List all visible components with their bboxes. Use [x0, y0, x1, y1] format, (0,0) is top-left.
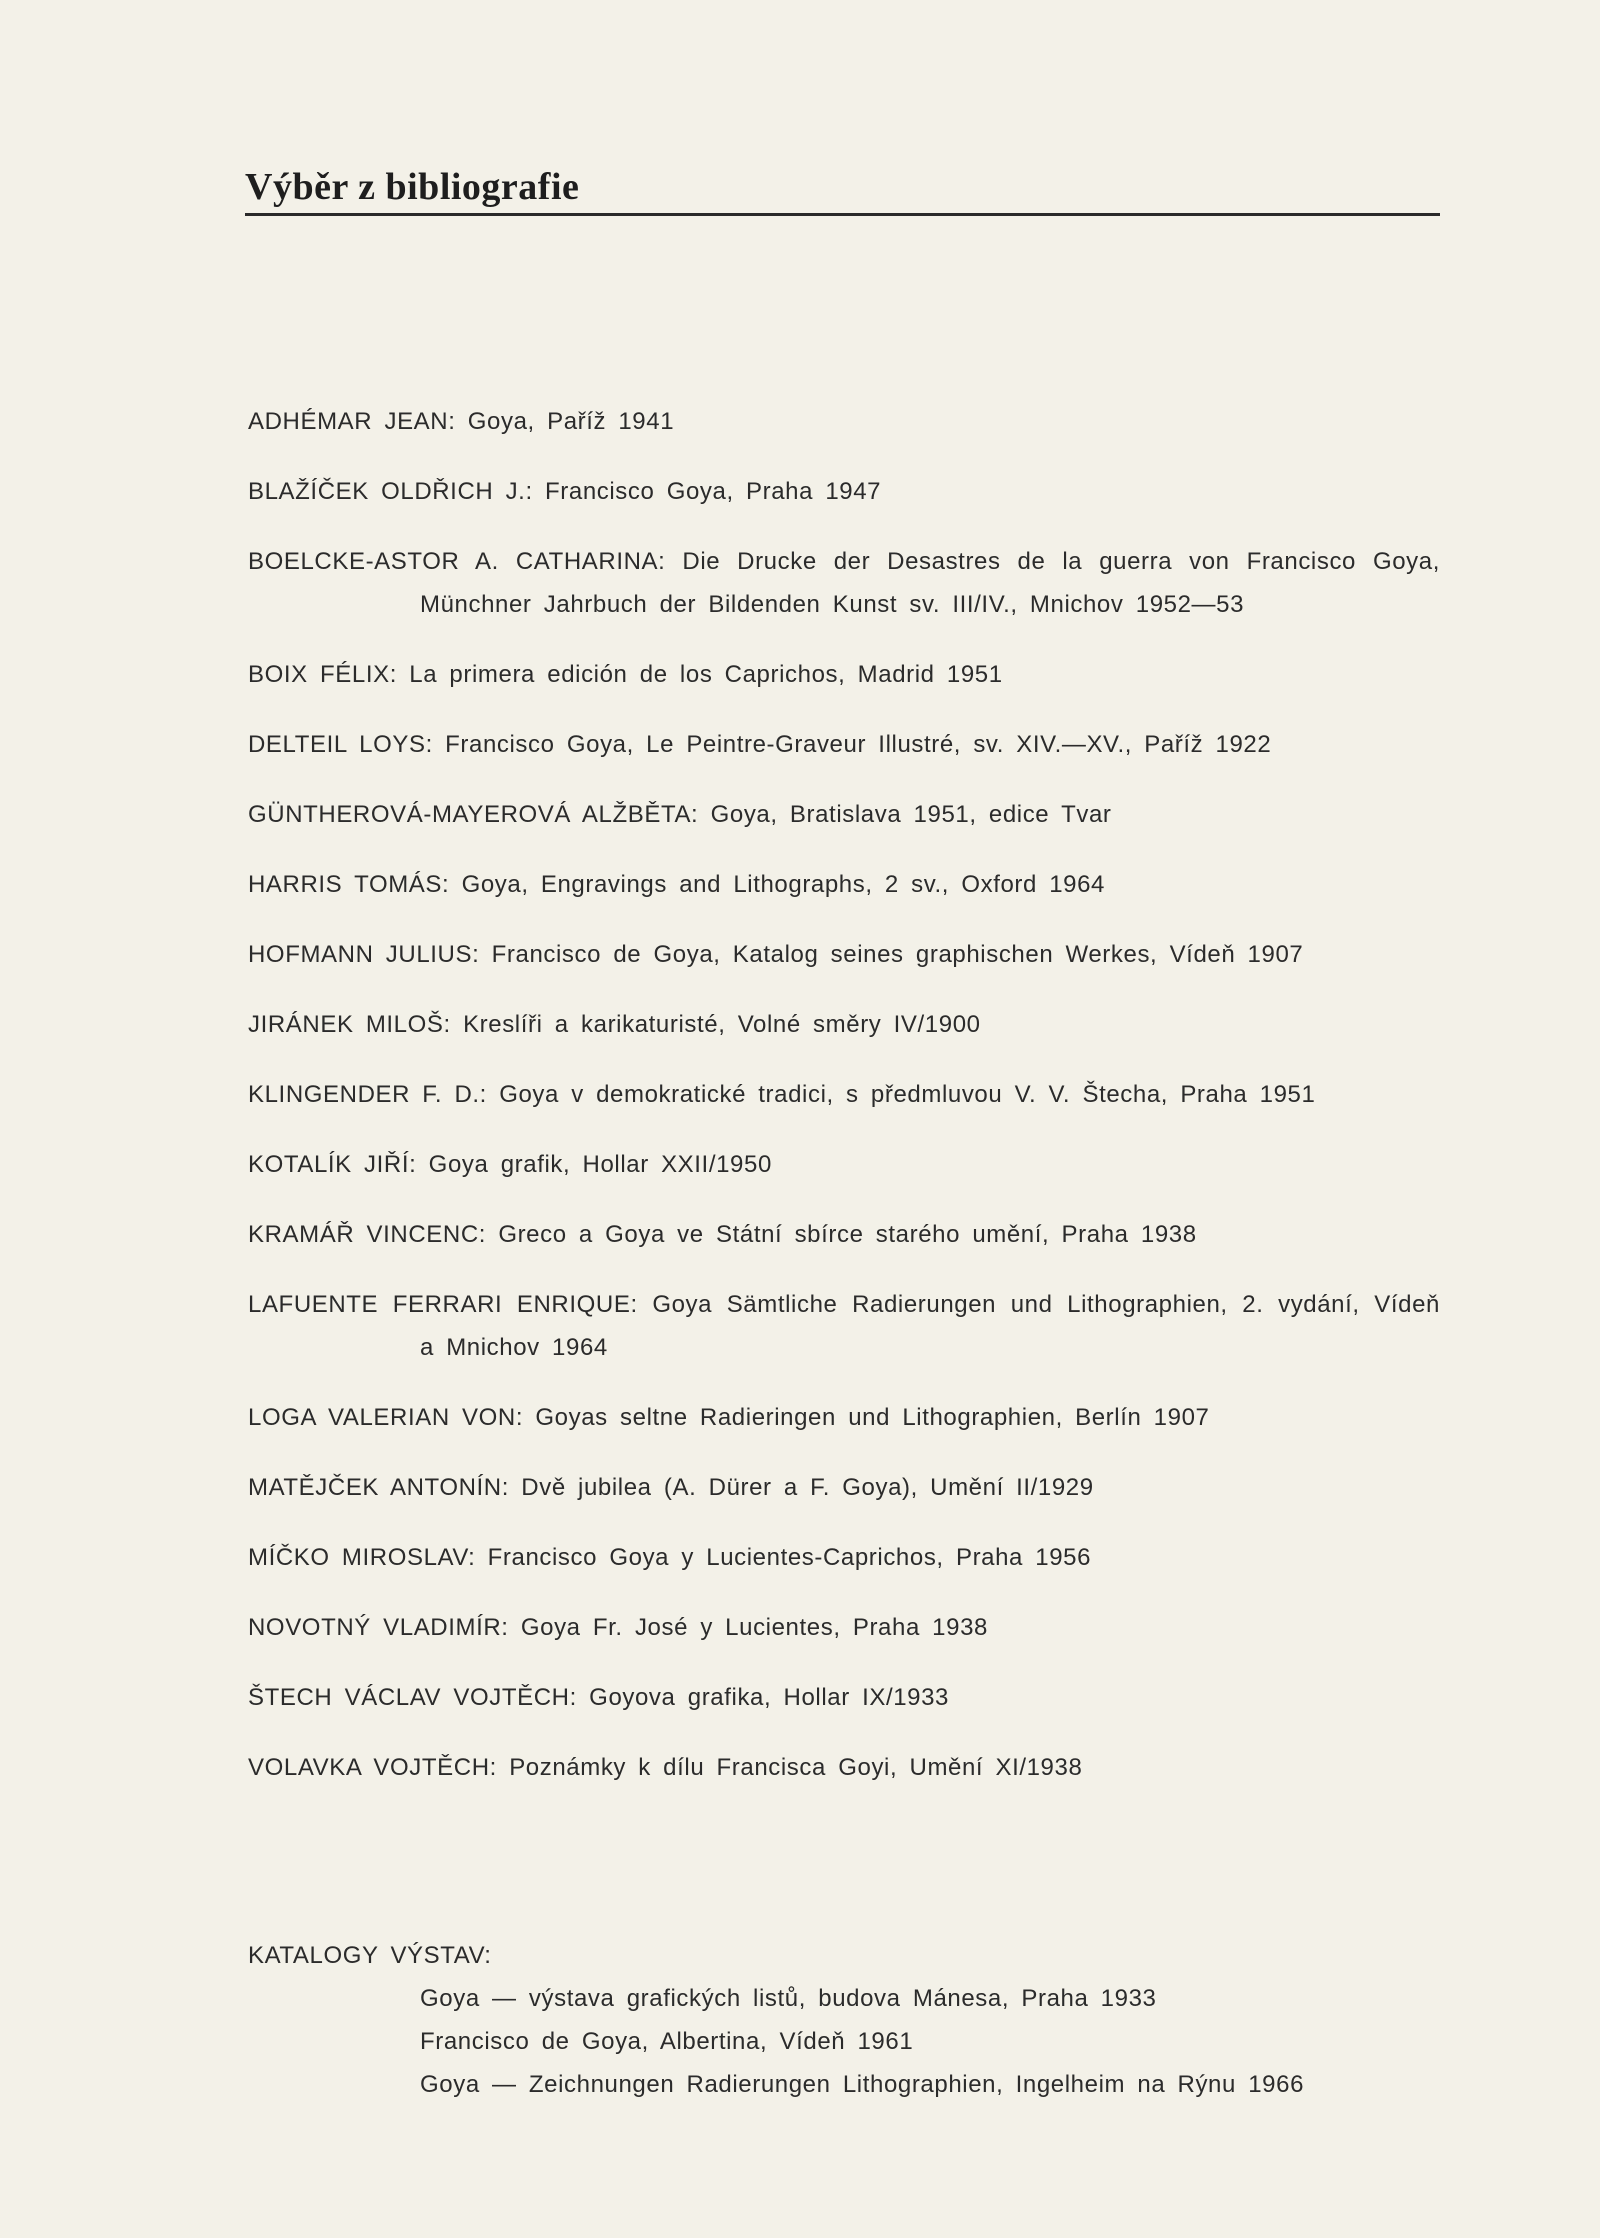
entry-text: Kreslíři a karikaturisté, Volné směry IV/1900 — [463, 1011, 981, 1038]
catalogs-heading: KATALOGY VÝSTAV: — [248, 1942, 492, 1969]
bibliography-entry — [248, 933, 1440, 976]
bibliography-entry — [248, 1003, 1440, 1046]
entry-author: ŠTECH VÁCLAV VOJTĚCH: — [248, 1684, 577, 1711]
entry-author: NOVOTNÝ VLADIMÍR: — [248, 1614, 509, 1641]
bibliography-entry — [248, 653, 1440, 696]
entry-author: DELTEIL LOYS: — [248, 731, 433, 758]
entry-author: BOIX FÉLIX: — [248, 661, 397, 688]
bibliography-entry — [248, 1746, 1440, 1789]
bibliography-entry — [248, 1396, 1440, 1439]
bibliography-entry — [248, 1606, 1440, 1649]
entry-text: Goyas seltne Radieringen und Lithographien, Berlín 1907 — [535, 1404, 1210, 1431]
entry-text: Goya v demokratické tradici, s předmluvou V. V. Štecha, Praha 1951 — [499, 1081, 1316, 1108]
entry-text: Greco a Goya ve Státní sbírce starého umění, Praha 1938 — [498, 1221, 1197, 1248]
entry-text: Goya Fr. José y Lucientes, Praha 1938 — [520, 1614, 988, 1641]
entry-text: Die Drucke der Desastres de la guerra von Francisco Goya, Münchner Jahrbuch der Bildenden Kunst sv. III/IV., Mnichov 1952—53 — [420, 548, 1440, 618]
page-title: Výběr z bibliografie — [245, 166, 580, 209]
bibliography-entry — [248, 793, 1440, 836]
entry-author: JIRÁNEK MILOŠ: — [248, 1011, 451, 1038]
entry-text: Francisco Goya, Le Peintre-Graveur Illustré, sv. XIV.—XV., Paříž 1922 — [445, 731, 1272, 758]
entry-author: BOELCKE-ASTOR A. CATHARINA: — [248, 548, 666, 575]
catalog-item: Goya — Zeichnungen Radierungen Lithographien, Ingelheim na Rýnu 1966 — [420, 2071, 1305, 2098]
bibliography-entry — [248, 1073, 1440, 1116]
entry-text: Goya Sämtliche Radierungen und Lithographien, 2. vydání, Vídeň a Mnichov 1964 — [420, 1291, 1440, 1361]
entry-text: Poznámky k dílu Francisca Goyi, Umění XI/1938 — [509, 1754, 1083, 1781]
bibliography-entry — [248, 1283, 1440, 1369]
entry-author: BLAŽÍČEK OLDŘICH J.: — [248, 478, 533, 505]
bibliography-entry — [248, 400, 1440, 443]
entry-text: La primera edición de los Caprichos, Madrid 1951 — [409, 661, 1003, 688]
bibliography-entry — [248, 1466, 1440, 1509]
entry-text: Goya grafik, Hollar XXII/1950 — [428, 1151, 772, 1178]
bibliography-entry — [248, 723, 1440, 766]
bibliography-entry — [248, 1143, 1440, 1186]
entry-text: Goya, Engravings and Lithographs, 2 sv., Oxford 1964 — [461, 871, 1106, 898]
entry-text: Francisco Goya, Praha 1947 — [545, 478, 882, 505]
bibliography-entry — [248, 1676, 1440, 1719]
entry-author: KLINGENDER F. D.: — [248, 1081, 487, 1108]
entry-author: HARRIS TOMÁS: — [248, 871, 450, 898]
entry-author: GÜNTHEROVÁ-MAYEROVÁ ALŽBĚTA: — [248, 801, 699, 828]
bibliography-entry — [248, 540, 1440, 626]
catalog-item: Francisco de Goya, Albertina, Vídeň 1961 — [420, 2028, 914, 2055]
entry-author: MATĚJČEK ANTONÍN: — [248, 1474, 510, 1501]
title-divider — [245, 213, 1440, 216]
entry-author: VOLAVKA VOJTĚCH: — [248, 1754, 497, 1781]
bibliography-entry — [248, 470, 1440, 513]
entry-text: Francisco Goya y Lucientes-Caprichos, Praha 1956 — [487, 1544, 1092, 1571]
entry-text: Dvě jubilea (A. Dürer a F. Goya), Umění II/1929 — [521, 1474, 1094, 1501]
bibliography-list — [248, 400, 1440, 1816]
bibliography-entry — [248, 1213, 1440, 1256]
bibliography-entry — [248, 1536, 1440, 1579]
entry-author: HOFMANN JULIUS: — [248, 941, 480, 968]
entry-text: Goyova grafika, Hollar IX/1933 — [589, 1684, 950, 1711]
entry-author: LAFUENTE FERRARI ENRIQUE: — [248, 1291, 638, 1318]
entry-text: Goya, Bratislava 1951, edice Tvar — [710, 801, 1112, 828]
catalogs-list — [248, 1977, 1440, 2106]
catalog-item: Goya — výstava grafických listů, budova Mánesa, Praha 1933 — [420, 1985, 1157, 2012]
bibliography-entry — [248, 863, 1440, 906]
entry-author: LOGA VALERIAN VON: — [248, 1404, 524, 1431]
entry-text: Goya, Paříž 1941 — [467, 408, 675, 435]
entry-author: MÍČKO MIROSLAV: — [248, 1544, 476, 1571]
entry-author: KOTALÍK JIŘÍ: — [248, 1151, 417, 1178]
exhibition-catalogs — [248, 1934, 1440, 2106]
entry-author: KRAMÁŘ VINCENC: — [248, 1221, 487, 1248]
entry-text: Francisco de Goya, Katalog seines graphischen Werkes, Vídeň 1907 — [491, 941, 1304, 968]
entry-author: ADHÉMAR JEAN: — [248, 408, 456, 435]
